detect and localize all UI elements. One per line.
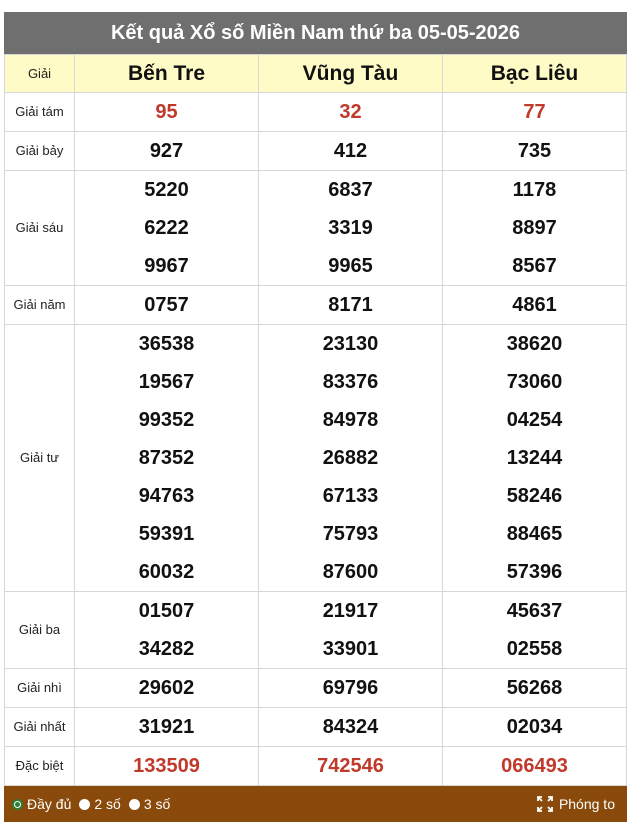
result-cell [259,747,443,786]
prize-label: Giải ba [18,622,61,637]
province-header [259,55,443,93]
option-label: 2 số [94,796,121,812]
prize-row [5,325,627,592]
result-cell [443,708,627,747]
result-cell [443,171,627,286]
result-number: 04254 [506,409,563,431]
result-number: 742546 [317,755,384,777]
result-cell [75,93,259,132]
result-number: 88465 [506,523,563,545]
prize-label: Giải nhì [17,680,62,695]
prize-label: Đặc biệt [15,758,64,773]
prize-row [5,708,627,747]
result-number: 84324 [322,716,379,738]
result-number: 36538 [138,333,195,355]
prize-row [5,592,627,669]
result-cell [259,171,443,286]
result-number: 60032 [138,561,195,583]
prize-row [5,93,627,132]
result-number: 21917 [322,600,379,622]
prize-row [5,171,627,286]
result-number: 59391 [138,523,195,545]
result-cell [443,669,627,708]
result-number: 5220 [144,179,189,201]
result-number: 34282 [138,638,195,660]
result-number: 58246 [506,485,563,507]
result-number: 99352 [138,409,195,431]
prize-label-cell [5,669,75,708]
option-2-digits[interactable] [79,796,120,812]
result-number: 67133 [322,485,379,507]
display-options-bar [4,786,627,822]
result-number: 01507 [138,600,195,622]
prize-label-cell [5,93,75,132]
prize-label-cell [5,132,75,171]
result-number: 6837 [328,179,373,201]
prize-row [5,286,627,325]
prize-label-cell [5,747,75,786]
province-header [443,55,627,93]
result-number: 3319 [328,217,373,239]
result-number: 9965 [328,255,373,277]
radio-icon[interactable] [129,799,140,810]
prize-label-cell [5,286,75,325]
result-number: 87352 [138,447,195,469]
results-title: Kết quả Xổ số Miền Nam thứ ba 05-05-2026 [4,12,627,54]
result-cell [259,286,443,325]
result-number: 8171 [328,294,373,316]
result-number: 23130 [322,333,379,355]
result-number: 56268 [506,677,563,699]
result-cell [443,325,627,592]
result-number: 75793 [322,523,379,545]
result-number: 8897 [512,217,557,239]
result-number: 31921 [138,716,195,738]
result-number: 1178 [512,179,557,201]
result-number: 69796 [322,677,379,699]
prize-label-cell [5,325,75,592]
result-number: 6222 [144,217,189,239]
prize-label-cell [5,592,75,669]
result-cell [443,93,627,132]
expand-icon [537,796,553,812]
result-cell [259,325,443,592]
result-number: 73060 [506,371,563,393]
province-name: Bạc Liêu [490,61,579,85]
result-number: 735 [517,140,552,162]
result-cell [443,592,627,669]
option-label: Đầy đủ [27,796,72,812]
prize-label: Giải nhất [13,719,66,734]
result-cell [75,132,259,171]
prize-row [5,669,627,708]
result-cell [443,747,627,786]
prize-label: Giải năm [13,297,66,312]
result-cell [259,592,443,669]
province-name: Bến Tre [127,61,206,85]
result-cell [443,132,627,171]
result-number: 94763 [138,485,195,507]
result-cell [75,747,259,786]
option-3-digits[interactable] [129,796,170,812]
result-number: 4861 [512,294,557,316]
result-cell [75,171,259,286]
result-cell [75,325,259,592]
option-full[interactable] [12,796,71,812]
result-number: 83376 [322,371,379,393]
prize-row [5,747,627,786]
result-number: 57396 [506,561,563,583]
prize-label: Giải tám [15,104,64,119]
province-name: Vũng Tàu [302,61,399,85]
result-cell [259,669,443,708]
result-number: 33901 [322,638,379,660]
zoom-button[interactable] [537,796,615,812]
result-number: 77 [523,101,546,123]
result-number: 38620 [506,333,563,355]
result-number: 19567 [138,371,195,393]
result-cell [443,286,627,325]
prize-label-cell [5,708,75,747]
result-number: 9967 [144,255,189,277]
result-number: 02558 [506,638,563,660]
result-number: 84978 [322,409,379,431]
result-number: 066493 [501,755,568,777]
result-number: 0757 [144,294,189,316]
prize-column-header: Giải [5,55,75,93]
result-number: 45637 [506,600,563,622]
result-number: 412 [333,140,368,162]
result-number: 133509 [133,755,200,777]
prize-label-cell [5,171,75,286]
result-cell [259,132,443,171]
radio-icon[interactable] [79,799,90,810]
prize-row [5,132,627,171]
option-label: 3 số [143,796,171,812]
result-number: 13244 [506,447,563,469]
table-header-row [5,55,627,93]
result-number: 29602 [138,677,195,699]
result-number: 95 [155,101,178,123]
result-cell [259,708,443,747]
result-number: 26882 [322,447,379,469]
result-number: 32 [339,101,362,123]
radio-selected-icon[interactable] [12,799,23,810]
result-cell [75,708,259,747]
prize-label: Giải bảy [15,143,64,158]
result-cell [75,286,259,325]
results-table [4,54,627,786]
result-cell [259,93,443,132]
result-number: 87600 [322,561,379,583]
result-number: 8567 [512,255,557,277]
zoom-label: Phóng to [558,796,615,812]
province-header [75,55,259,93]
result-cell [75,669,259,708]
result-cell [75,592,259,669]
prize-label: Giải sáu [15,220,64,235]
result-number: 927 [149,140,184,162]
prize-label: Giải tư [19,450,60,465]
result-number: 02034 [506,716,563,738]
